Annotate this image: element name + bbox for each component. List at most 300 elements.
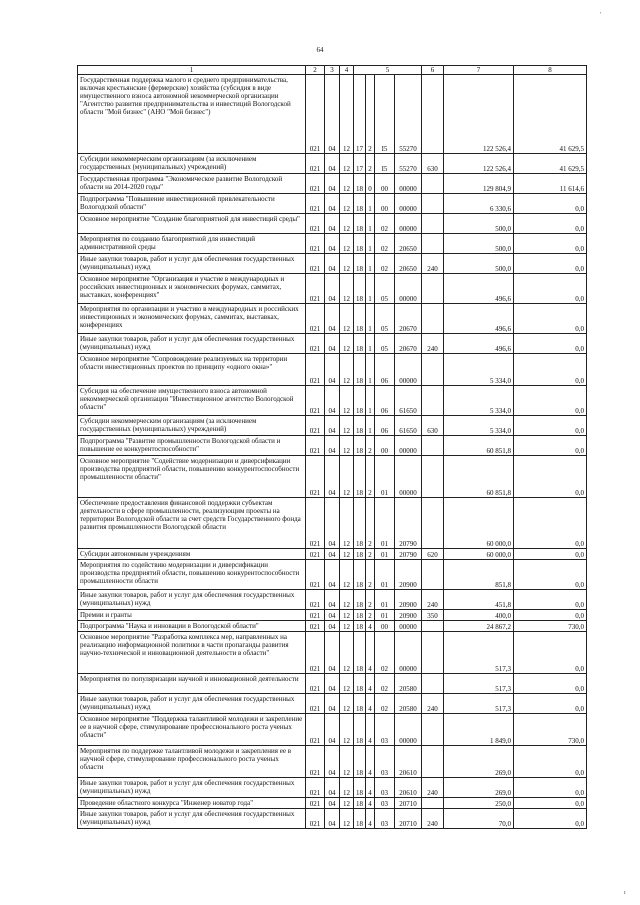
table-row: [78, 154, 587, 174]
row-cell-c: 02: [375, 694, 395, 714]
row-cell-c: 02: [375, 214, 395, 234]
row-cell-d: 20900: [395, 610, 422, 621]
table-row: [78, 456, 587, 498]
row-cell-a: 18: [354, 809, 366, 829]
row-cell-c6: [422, 234, 444, 254]
row-description: Иные закупки товаров, работ и услуг для обеспечения государственных (муниципальных) нужд: [78, 694, 306, 714]
row-cell-b: 1: [366, 416, 375, 436]
row-cell-c3: 04: [325, 386, 340, 416]
table-row: [78, 778, 587, 798]
row-cell-c7: 70,0: [444, 809, 514, 829]
table-row: [78, 354, 587, 386]
row-cell-c: 02: [375, 234, 395, 254]
table-row: [78, 549, 587, 560]
row-cell-b: 2: [366, 549, 375, 560]
row-cell-c2: 021: [306, 254, 325, 274]
row-cell-c: 03: [375, 798, 395, 809]
row-cell-b: 2: [366, 498, 375, 549]
row-cell-c8: 0,0: [514, 386, 587, 416]
row-cell-c6: [422, 214, 444, 234]
table-row: [78, 254, 587, 274]
row-cell-c3: 04: [325, 632, 340, 674]
row-description: Мероприятия по популяризации научной и инновационной деятельности: [78, 674, 306, 694]
row-cell-c7: 269,0: [444, 746, 514, 778]
row-cell-c6: 620: [422, 549, 444, 560]
row-cell-c: 01: [375, 590, 395, 610]
row-cell-c8: 0,0: [514, 194, 587, 214]
row-cell-c7: 496,6: [444, 304, 514, 334]
row-cell-c7: 269,0: [444, 778, 514, 798]
row-description: Обеспечение предоставления финансовой поддержки субъектам деятельности в сфере промышленности, реализующим проекты на территории Вологодской области за счет средств Государственного фонда развития промышленности Вологодской области: [78, 498, 306, 549]
row-cell-c2: 021: [306, 416, 325, 436]
row-cell-c2: 021: [306, 714, 325, 746]
corner-mark: ı: [624, 890, 626, 896]
row-cell-c6: [422, 714, 444, 746]
row-cell-a: 18: [354, 214, 366, 234]
row-cell-c7: 250,0: [444, 798, 514, 809]
row-cell-c8: 730,0: [514, 714, 587, 746]
row-cell-c7: 24 867,2: [444, 621, 514, 632]
row-cell-c: 06: [375, 386, 395, 416]
row-cell-c2: 021: [306, 75, 325, 154]
row-cell-c8: 0,0: [514, 549, 587, 560]
row-cell-a: 18: [354, 674, 366, 694]
row-cell-b: 2: [366, 560, 375, 590]
row-cell-c3: 04: [325, 416, 340, 436]
row-cell-c3: 04: [325, 590, 340, 610]
row-cell-c2: 021: [306, 498, 325, 549]
row-cell-c7: 122 526,4: [444, 75, 514, 154]
table-row: [78, 560, 587, 590]
row-cell-c8: 0,0: [514, 694, 587, 714]
row-cell-c3: 04: [325, 174, 340, 194]
row-cell-d: 61650: [395, 386, 422, 416]
row-cell-c8: 11 614,6: [514, 174, 587, 194]
row-cell-c3: 04: [325, 234, 340, 254]
header-col-5: 5: [354, 66, 422, 75]
row-cell-c2: 021: [306, 560, 325, 590]
row-cell-c2: 021: [306, 234, 325, 254]
row-cell-c6: 630: [422, 416, 444, 436]
row-cell-c8: 0,0: [514, 274, 587, 304]
row-cell-d: 20710: [395, 809, 422, 829]
row-cell-d: 20790: [395, 498, 422, 549]
row-cell-c8: 0,0: [514, 214, 587, 234]
row-cell-c8: 730,0: [514, 621, 587, 632]
row-cell-c3: 04: [325, 154, 340, 174]
row-cell-b: 4: [366, 809, 375, 829]
row-cell-c6: 240: [422, 778, 444, 798]
header-col-7: 7: [444, 66, 514, 75]
row-cell-c4: 12: [340, 416, 354, 436]
row-cell-d: 00000: [395, 456, 422, 498]
row-cell-c8: 0,0: [514, 304, 587, 334]
table-row: [78, 632, 587, 674]
row-cell-c6: [422, 456, 444, 498]
row-cell-c4: 12: [340, 214, 354, 234]
row-cell-d: 20670: [395, 304, 422, 334]
row-cell-c7: 5 334,0: [444, 386, 514, 416]
row-cell-c2: 021: [306, 674, 325, 694]
row-cell-c2: 021: [306, 304, 325, 334]
row-cell-a: 18: [354, 354, 366, 386]
row-cell-c4: 12: [340, 798, 354, 809]
row-cell-a: 18: [354, 632, 366, 674]
row-cell-c8: 0,0: [514, 254, 587, 274]
row-cell-c6: 350: [422, 610, 444, 621]
header-row: [78, 66, 587, 75]
row-cell-a: 18: [354, 694, 366, 714]
row-cell-c4: 12: [340, 254, 354, 274]
row-cell-c4: 12: [340, 778, 354, 798]
row-cell-c2: 021: [306, 386, 325, 416]
header-col-3: 3: [325, 66, 340, 75]
row-cell-b: 1: [366, 254, 375, 274]
row-cell-c4: 12: [340, 809, 354, 829]
row-cell-c7: 5 334,0: [444, 416, 514, 436]
row-cell-c6: [422, 274, 444, 304]
row-cell-c4: 12: [340, 75, 354, 154]
row-cell-b: 2: [366, 154, 375, 174]
row-cell-c3: 04: [325, 354, 340, 386]
row-cell-c3: 04: [325, 194, 340, 214]
row-cell-c4: 12: [340, 610, 354, 621]
row-cell-c7: 400,0: [444, 610, 514, 621]
row-cell-c4: 12: [340, 714, 354, 746]
row-cell-c7: 60 851,8: [444, 436, 514, 456]
row-cell-c7: 60 000,0: [444, 549, 514, 560]
row-cell-c8: 41 629,5: [514, 154, 587, 174]
row-cell-a: 18: [354, 174, 366, 194]
row-cell-a: 18: [354, 498, 366, 549]
row-cell-d: 00000: [395, 714, 422, 746]
row-cell-c4: 12: [340, 274, 354, 304]
row-cell-c: 00: [375, 436, 395, 456]
row-cell-c6: [422, 386, 444, 416]
row-cell-c7: 122 526,4: [444, 154, 514, 174]
row-description: Мероприятия по организации и участию в международных и российских инвестиционных и экономических форумах, саммитах, выставках, конференциях: [78, 304, 306, 334]
row-description: Субсидии автономным учреждениям: [78, 549, 306, 560]
row-cell-a: 18: [354, 778, 366, 798]
row-cell-c6: [422, 354, 444, 386]
row-description: Подпрограмма "Развитие промышленности Вологодской области и повышение ее конкурентоспособности": [78, 436, 306, 456]
row-description: Иные закупки товаров, работ и услуг для обеспечения государственных (муниципальных) нужд: [78, 778, 306, 798]
row-cell-b: 2: [366, 610, 375, 621]
budget-table: [77, 65, 587, 829]
row-cell-c: 03: [375, 809, 395, 829]
row-cell-c6: 240: [422, 694, 444, 714]
row-cell-c6: [422, 632, 444, 674]
row-cell-c8: 0,0: [514, 778, 587, 798]
row-cell-b: 1: [366, 234, 375, 254]
row-description: Субсидия на обеспечение имущественного взноса автономной некоммерческой организации "Инвестиционное агентство Вологодской области": [78, 386, 306, 416]
row-cell-c4: 12: [340, 621, 354, 632]
table-row: [78, 590, 587, 610]
row-cell-c6: [422, 304, 444, 334]
row-cell-c8: 0,0: [514, 746, 587, 778]
row-cell-c2: 021: [306, 174, 325, 194]
row-cell-a: 18: [354, 456, 366, 498]
row-cell-c6: [422, 75, 444, 154]
row-cell-b: 1: [366, 334, 375, 354]
row-description: Подпрограмма "Наука и инновации в Вологодской области": [78, 621, 306, 632]
row-cell-c6: [422, 746, 444, 778]
row-cell-d: 00000: [395, 632, 422, 674]
row-cell-a: 18: [354, 234, 366, 254]
row-cell-c6: [422, 560, 444, 590]
row-cell-d: 20650: [395, 234, 422, 254]
row-cell-d: 00000: [395, 621, 422, 632]
row-cell-c4: 12: [340, 549, 354, 560]
row-cell-c: 05: [375, 304, 395, 334]
row-cell-d: 20900: [395, 590, 422, 610]
table-row: [78, 610, 587, 621]
row-cell-c: 06: [375, 416, 395, 436]
row-cell-b: 2: [366, 436, 375, 456]
row-cell-c2: 021: [306, 621, 325, 632]
row-cell-c: 02: [375, 674, 395, 694]
row-cell-c7: 500,0: [444, 214, 514, 234]
row-cell-a: 18: [354, 254, 366, 274]
row-cell-c3: 04: [325, 334, 340, 354]
row-cell-c4: 12: [340, 334, 354, 354]
row-cell-c2: 021: [306, 778, 325, 798]
row-cell-c4: 12: [340, 154, 354, 174]
row-description: Мероприятия по созданию благоприятной для инвестиций административной среды: [78, 234, 306, 254]
row-cell-c7: 5 334,0: [444, 354, 514, 386]
row-cell-b: 2: [366, 456, 375, 498]
row-cell-c: 03: [375, 778, 395, 798]
row-cell-c6: 630: [422, 154, 444, 174]
row-cell-c7: 6 330,6: [444, 194, 514, 214]
row-cell-a: 18: [354, 549, 366, 560]
row-cell-c: 01: [375, 610, 395, 621]
row-cell-d: 55270: [395, 75, 422, 154]
row-cell-c8: 0,0: [514, 809, 587, 829]
row-cell-d: 20900: [395, 560, 422, 590]
row-cell-c2: 021: [306, 632, 325, 674]
row-description: Иные закупки товаров, работ и услуг для обеспечения государственных (муниципальных) нужд: [78, 334, 306, 354]
table-row: [78, 674, 587, 694]
row-cell-c6: 240: [422, 254, 444, 274]
table-row: [78, 234, 587, 254]
row-cell-a: 18: [354, 274, 366, 304]
row-description: Мероприятия по содействию модернизации и диверсификации производства предприятий области, повышению конкурентоспособности промышленности области: [78, 560, 306, 590]
row-cell-a: 18: [354, 621, 366, 632]
header-col-2: 2: [306, 66, 325, 75]
row-cell-c8: 0,0: [514, 674, 587, 694]
row-cell-c3: 04: [325, 498, 340, 549]
table-row: [78, 694, 587, 714]
row-cell-c2: 021: [306, 154, 325, 174]
table-row: [78, 386, 587, 416]
row-description: Иные закупки товаров, работ и услуг для обеспечения государственных (муниципальных) нужд: [78, 254, 306, 274]
row-cell-c4: 12: [340, 386, 354, 416]
row-cell-a: 18: [354, 590, 366, 610]
row-cell-c3: 04: [325, 456, 340, 498]
row-cell-c: 01: [375, 549, 395, 560]
row-cell-c3: 04: [325, 809, 340, 829]
row-cell-c6: 240: [422, 809, 444, 829]
row-cell-a: 18: [354, 436, 366, 456]
table-row: [78, 75, 587, 154]
row-description: Основное мероприятие "Содействие модернизации и диверсификации производства предприятий области, повышению конкурентоспособности промышленности области": [78, 456, 306, 498]
row-description: Проведение областного конкурса "Инженер новатор года": [78, 798, 306, 809]
row-cell-a: 17: [354, 75, 366, 154]
row-cell-c7: 60 000,0: [444, 498, 514, 549]
row-cell-c4: 12: [340, 436, 354, 456]
row-cell-d: 00000: [395, 174, 422, 194]
row-cell-c8: 0,0: [514, 498, 587, 549]
row-cell-a: 18: [354, 416, 366, 436]
row-cell-c4: 12: [340, 560, 354, 590]
row-cell-c: 06: [375, 354, 395, 386]
row-cell-c: 05: [375, 274, 395, 304]
row-cell-c: 01: [375, 456, 395, 498]
row-cell-c: 01: [375, 560, 395, 590]
row-cell-c3: 04: [325, 694, 340, 714]
row-cell-b: 4: [366, 621, 375, 632]
row-cell-d: 20650: [395, 254, 422, 274]
row-cell-a: 18: [354, 714, 366, 746]
row-cell-c4: 12: [340, 590, 354, 610]
table-row: [78, 334, 587, 354]
row-cell-c7: 517,3: [444, 632, 514, 674]
table-row: [78, 304, 587, 334]
row-cell-d: 20580: [395, 674, 422, 694]
row-description: Государственная программа "Экономическое развитие Вологодской области на 2014-2020 годы": [78, 174, 306, 194]
row-cell-a: 18: [354, 610, 366, 621]
row-cell-c8: 0,0: [514, 334, 587, 354]
row-cell-c6: [422, 621, 444, 632]
row-description: Основное мероприятие "Организация и участие в международных и российских инвестиционных и экономических форумах, саммитах, выставках, конференциях": [78, 274, 306, 304]
row-cell-a: 18: [354, 194, 366, 214]
row-cell-c6: [422, 194, 444, 214]
row-description: Субсидии некоммерческим организациям (за исключением государственных (муниципальных) учреждений): [78, 416, 306, 436]
row-cell-c4: 12: [340, 194, 354, 214]
row-cell-c6: [422, 174, 444, 194]
row-cell-c3: 04: [325, 714, 340, 746]
row-cell-c: 03: [375, 746, 395, 778]
row-description: Подпрограмма "Повышение инвестиционной привлекательности Вологодской области": [78, 194, 306, 214]
row-cell-b: 4: [366, 674, 375, 694]
table-row: [78, 498, 587, 549]
row-cell-c: 03: [375, 714, 395, 746]
row-description: Мероприятия по поддержке талантливой молодежи и закрепления ее в научной сфере, стимулирование профессионального роста ученых области: [78, 746, 306, 778]
row-cell-c2: 021: [306, 354, 325, 386]
row-cell-b: 4: [366, 798, 375, 809]
row-cell-c7: 129 804,9: [444, 174, 514, 194]
row-cell-d: 20790: [395, 549, 422, 560]
row-cell-a: 18: [354, 798, 366, 809]
table-row: [78, 274, 587, 304]
row-cell-b: 1: [366, 386, 375, 416]
row-cell-c2: 021: [306, 694, 325, 714]
row-cell-c7: 451,8: [444, 590, 514, 610]
row-cell-c3: 04: [325, 674, 340, 694]
row-description: Премии и гранты: [78, 610, 306, 621]
row-cell-c3: 04: [325, 75, 340, 154]
header-col-1: 1: [78, 66, 306, 75]
table-row: [78, 174, 587, 194]
row-cell-a: 18: [354, 746, 366, 778]
row-cell-c8: 0,0: [514, 436, 587, 456]
row-cell-a: 17: [354, 154, 366, 174]
row-cell-c6: [422, 498, 444, 549]
row-cell-d: 00000: [395, 214, 422, 234]
row-cell-b: 1: [366, 354, 375, 386]
row-cell-b: 2: [366, 590, 375, 610]
row-cell-c: 00: [375, 194, 395, 214]
row-cell-c3: 04: [325, 304, 340, 334]
row-cell-a: 18: [354, 560, 366, 590]
row-cell-c: 01: [375, 498, 395, 549]
row-cell-c4: 12: [340, 694, 354, 714]
table-row: [78, 746, 587, 778]
row-cell-c: I5: [375, 154, 395, 174]
row-cell-c8: 0,0: [514, 560, 587, 590]
row-cell-c8: 0,0: [514, 234, 587, 254]
row-cell-c7: 1 849,0: [444, 714, 514, 746]
row-description: Субсидии некоммерческим организациям (за исключением государственных (муниципальных) учреждений): [78, 154, 306, 174]
table-row: [78, 714, 587, 746]
row-cell-d: 55270: [395, 154, 422, 174]
row-cell-d: 00000: [395, 436, 422, 456]
row-cell-c4: 12: [340, 354, 354, 386]
row-cell-c2: 021: [306, 746, 325, 778]
table-row: [78, 798, 587, 809]
row-cell-c3: 04: [325, 214, 340, 234]
row-cell-c4: 12: [340, 674, 354, 694]
row-cell-b: 1: [366, 194, 375, 214]
row-cell-c8: 0,0: [514, 798, 587, 809]
row-cell-c3: 04: [325, 778, 340, 798]
table-row: [78, 436, 587, 456]
row-description: Основное мероприятие "Сопровождение реализуемых на территории области инвестиционных проектов по принципу «одного окна»": [78, 354, 306, 386]
row-cell-b: 4: [366, 694, 375, 714]
row-cell-c8: 0,0: [514, 632, 587, 674]
row-cell-b: 4: [366, 778, 375, 798]
row-cell-c: 05: [375, 334, 395, 354]
row-cell-c4: 12: [340, 174, 354, 194]
row-cell-d: 20610: [395, 778, 422, 798]
row-cell-a: 18: [354, 334, 366, 354]
row-cell-c3: 04: [325, 621, 340, 632]
row-cell-b: 1: [366, 214, 375, 234]
row-cell-d: 00000: [395, 194, 422, 214]
table-row: [78, 214, 587, 234]
row-cell-c7: 851,8: [444, 560, 514, 590]
row-cell-c2: 021: [306, 456, 325, 498]
row-cell-b: 4: [366, 746, 375, 778]
row-cell-c7: 496,6: [444, 334, 514, 354]
row-cell-c2: 021: [306, 214, 325, 234]
row-cell-b: 0: [366, 174, 375, 194]
row-cell-b: 4: [366, 632, 375, 674]
row-description: Основное мероприятие "Поддержка талантливой молодежи и закрепление ее в научной сфере, стимулирование профессионального роста ученых области": [78, 714, 306, 746]
row-cell-c4: 12: [340, 304, 354, 334]
row-cell-d: 20580: [395, 694, 422, 714]
row-description: Иные закупки товаров, работ и услуг для обеспечения государственных (муниципальных) нужд: [78, 809, 306, 829]
row-cell-d: 20670: [395, 334, 422, 354]
row-description: Иные закупки товаров, работ и услуг для обеспечения государственных (муниципальных) нужд: [78, 590, 306, 610]
row-cell-c3: 04: [325, 274, 340, 304]
table-row: [78, 809, 587, 829]
row-cell-c6: 240: [422, 590, 444, 610]
row-cell-c8: 0,0: [514, 456, 587, 498]
row-cell-c7: 500,0: [444, 254, 514, 274]
header-col-6: 6: [422, 66, 444, 75]
